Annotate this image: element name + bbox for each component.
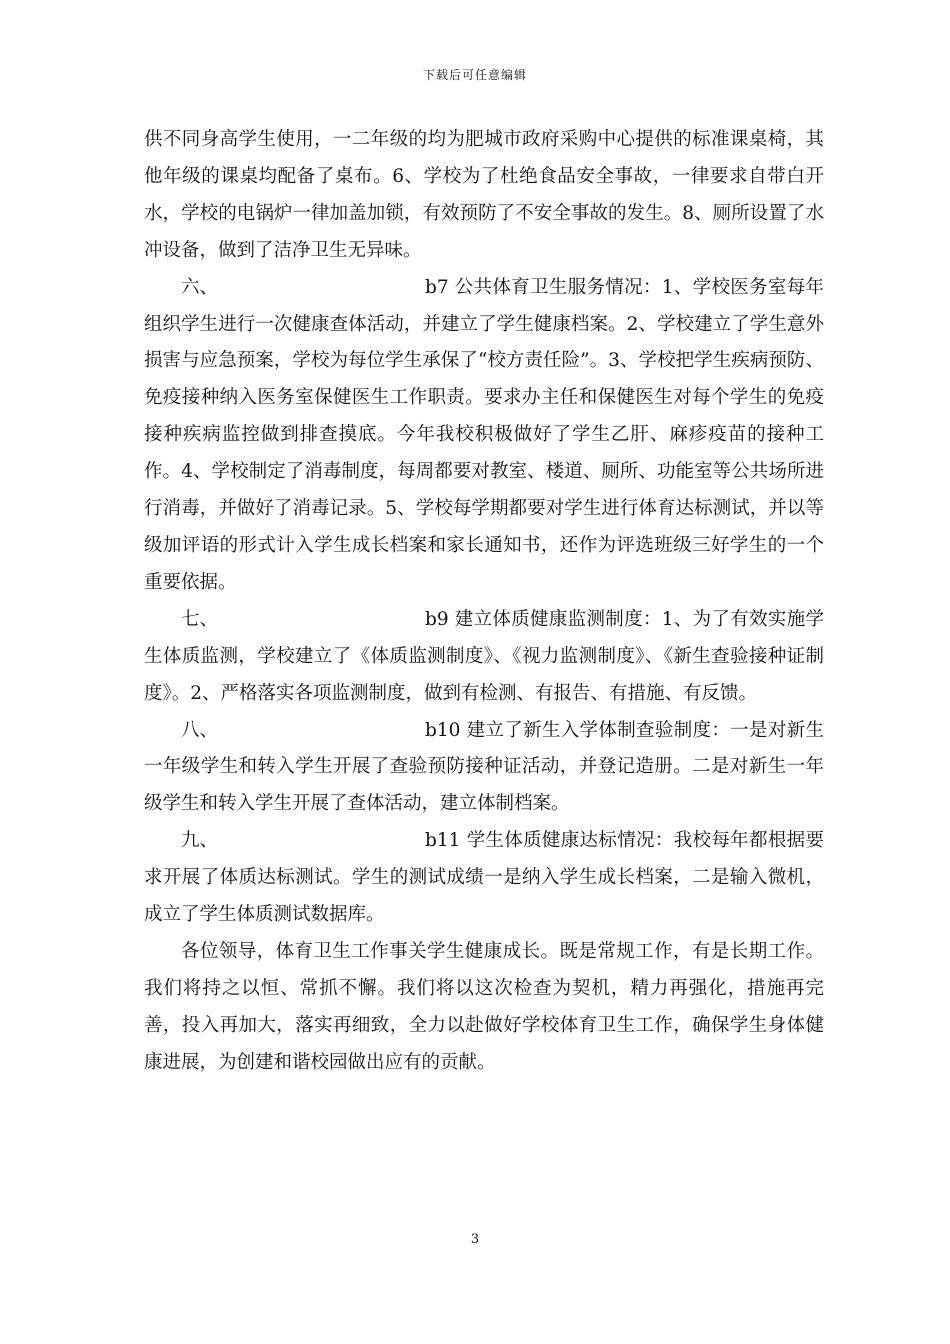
page-number: 3 bbox=[470, 1232, 480, 1247]
section-marker: 八、 bbox=[181, 719, 219, 741]
section-marker: 九、 bbox=[181, 830, 219, 852]
paragraph-text: b7 公共体育卫生服务情况：1、学校医务室每年组织学生进行一次健康查体活动，并建立了学生健康档案。2、学校建立了学生意外损害与应急预案，学校为每位学生承保了“校方责任险”。3、学校把学生疾病预防、免疫接种纳入医务室保健医生工作职责。要求办主任和保健医生对每个学生的免疫接种疾病监控做到排查摸底。今年我校积极做好了学生乙肝、麻疹疫苗的接种工作。4、学校制定了消毒制度，每周都要对教室、楼道、厕所、功能室等公共场所进行消毒，并做好了消毒记录。5、学校每学期都要对学生进行体育达标测试，并以等级加评语的形式计入学生成长档案和家长通知书，还作为评选班级三好学生的一个重要依据。 bbox=[144, 276, 824, 593]
document-body bbox=[144, 122, 824, 1082]
paragraph-text: 各位领导，体育卫生工作事关学生健康成长。既是常规工作，有是长期工作。我们将持之以恒、常抓不懈。我们将以这次检查为契机，精力再强化，措施再完善，投入再加大，落实再细致，全力以赴做好学校体育卫生工作，确保学生身体健康进展，为创建和谐校园做出应有的贡献。 bbox=[144, 940, 824, 1073]
page-header: 下载后可任意编辑 bbox=[422, 68, 527, 82]
paragraph-text: b11 学生体质健康达标情况：我校每年都根据要求开展了体质达标测试。学生的测试成绩一是纳入学生成长档案，二是输入微机，成立了学生体质测试数据库。 bbox=[144, 830, 824, 926]
paragraph-section-7 bbox=[144, 602, 824, 713]
paragraph-text: b10 建立了新生入学体制查验制度：一是对新生一年级学生和转入学生开展了查验预防接种证活动，并登记造册。二是对新生一年级学生和转入学生开展了查体活动，建立体制档案。 bbox=[144, 719, 824, 815]
paragraph-continuation bbox=[144, 122, 824, 270]
section-marker: 六、 bbox=[181, 276, 219, 298]
paragraph-section-6 bbox=[144, 270, 824, 602]
section-marker: 七、 bbox=[181, 608, 219, 630]
paragraph-text: b9 建立体质健康监测制度：1、为了有效实施学生体质监测，学校建立了《体质监测制度》、《视力监测制度》、《新生查验接种证制度》。2、严格落实各项监测制度，做到有检测、有报告、有措施、有反馈。 bbox=[144, 608, 824, 704]
paragraph-section-9 bbox=[144, 823, 824, 934]
paragraph-section-8 bbox=[144, 713, 824, 824]
paragraph-closing bbox=[144, 934, 824, 1082]
paragraph-text: 供不同身高学生使用，一二年级的均为肥城市政府采购中心提供的标准课桌椅，其他年级的课桌均配备了桌布。6、学校为了杜绝食品安全事故，一律要求自带白开水，学校的电锅炉一律加盖加锁，有效预防了不安全事故的发生。8、厕所设置了水冲设备，做到了洁净卫生无异味。 bbox=[144, 129, 824, 261]
